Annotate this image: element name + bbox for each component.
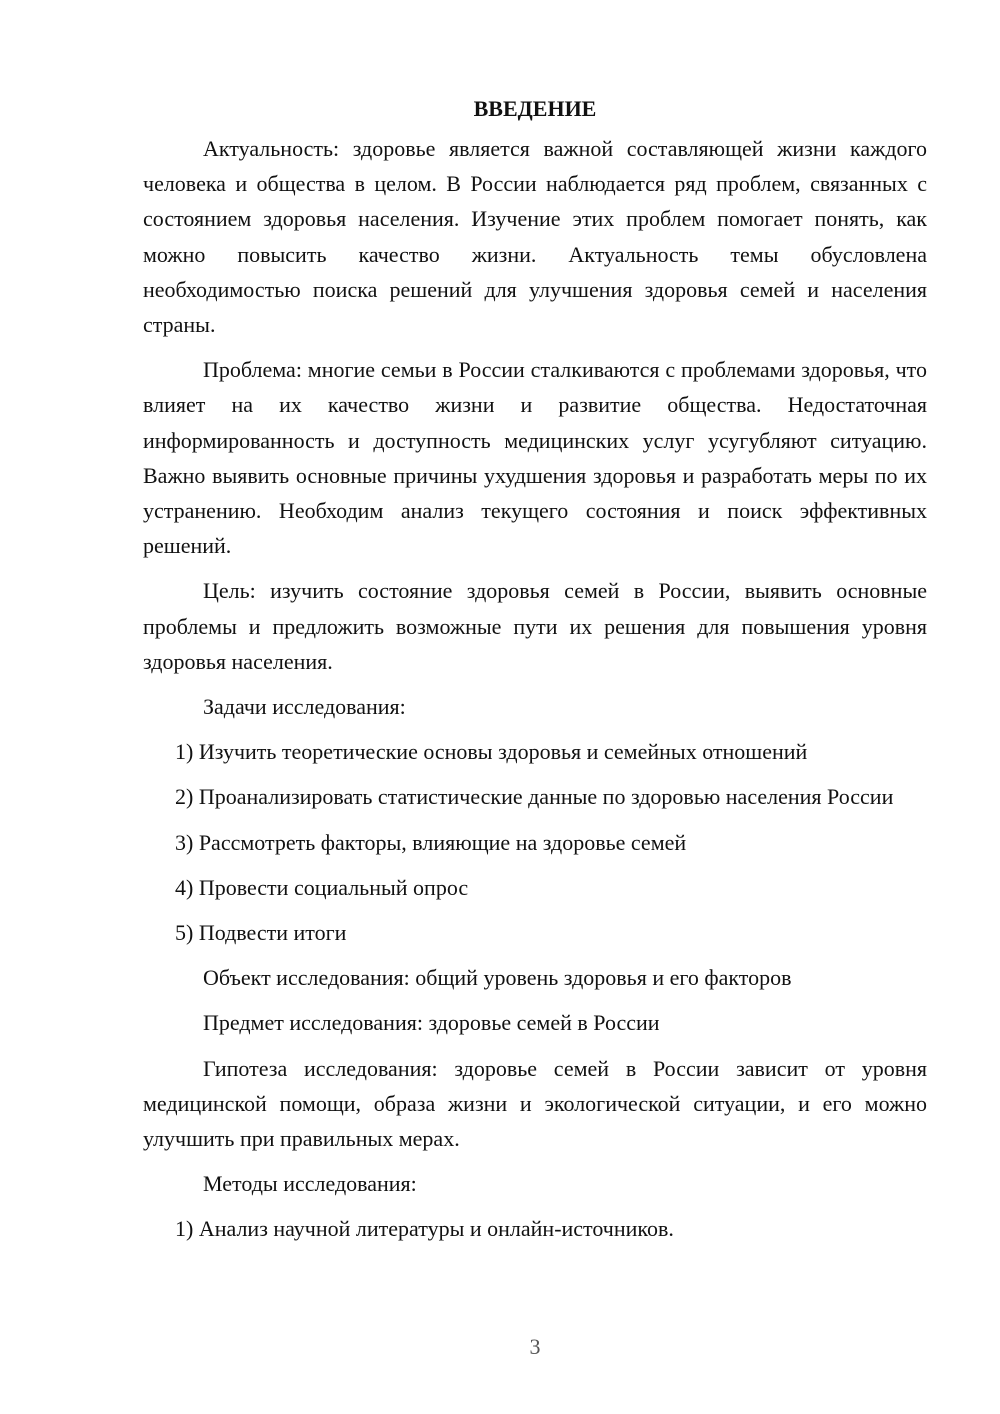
methods-heading: Методы исследования:: [203, 1171, 417, 1197]
subject-paragraph: Предмет исследования: здоровье семей в России: [203, 1010, 660, 1036]
relevance-paragraph: Актуальность: здоровье является важной составляющей жизни каждого человека и общества в целом. В России наблюдается ряд проблем, связанных с состоянием здоровья населения. Изучение этих проблем помогает понять, как можно повысить качество жизни. Актуальность темы обусловлена необходимостью поиска решений для улучшения здоровья семей и населения страны.: [143, 136, 927, 338]
page-number: 3: [529, 1334, 541, 1359]
task-item-5: 5) Подвести итоги: [175, 920, 347, 946]
task-item-3: 3) Рассмотреть факторы, влияющие на здоровье семей: [175, 829, 687, 855]
object-paragraph: Объект исследования: общий уровень здоровья и его факторов: [203, 965, 792, 991]
section-title: ВВЕДЕНИЕ: [473, 96, 597, 121]
tasks-heading: Задачи исследования:: [203, 694, 406, 720]
document-page: [143, 92, 927, 1257]
problem-paragraph: Проблема: многие семьи в России сталкиваются с проблемами здоровья, что влияет на их качество жизни и развитие общества. Недостаточная информированность и доступность медицинских услуг усугубляют ситуацию. Важно выявить основные причины ухудшения здоровья и разработать меры по их устранению. Необходим анализ текущего состояния и поиск эффективных решений.: [143, 357, 927, 559]
goal-paragraph: Цель: изучить состояние здоровья семей в России, выявить основные проблемы и предложить возможные пути их решения для повышения уровня здоровья населения.: [143, 578, 927, 674]
method-item-1: 1) Анализ научной литературы и онлайн-источников.: [175, 1216, 674, 1242]
task-item-1: 1) Изучить теоретические основы здоровья и семейных отношений: [175, 739, 808, 765]
task-item-4: 4) Провести социальный опрос: [175, 874, 469, 900]
hypothesis-paragraph: Гипотеза исследования: здоровье семей в России зависит от уровня медицинской помощи, образа жизни и экологической ситуации, и его можно улучшить при правильных мерах.: [143, 1055, 927, 1152]
task-item-2: 2) Проанализировать статистические данные по здоровью населения России: [175, 784, 894, 810]
